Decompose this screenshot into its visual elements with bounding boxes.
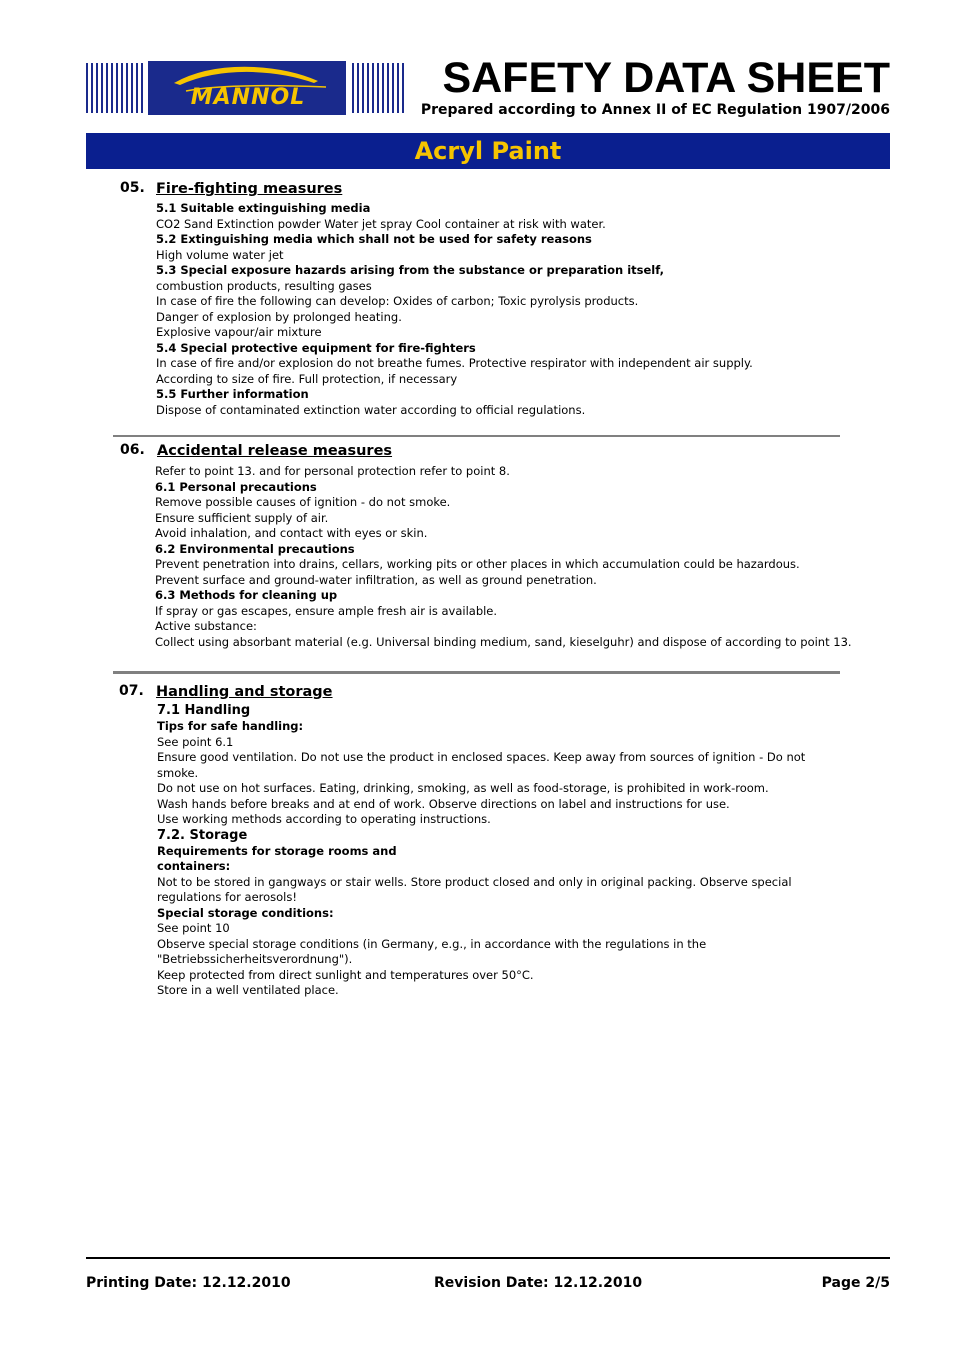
text-line: If spray or gas escapes, ensure ample fresh air is available.	[155, 603, 498, 618]
logo-wordmark: MANNOL	[190, 85, 306, 110]
section-title: Handling and storage	[156, 684, 333, 700]
text-line: According to size of fire. Full protection, if necessary	[156, 371, 458, 386]
subheading: 6.3 Methods for cleaning up	[155, 588, 338, 602]
section-number: 06.	[120, 442, 145, 458]
section-body	[157, 703, 805, 999]
text-line: Explosive vapour/air mixture	[156, 325, 322, 339]
text-line: Ensure sufficient supply of air.	[155, 510, 329, 525]
page-number: Page 2/5	[821, 1275, 890, 1291]
text-line: Keep protected from direct sunlight and temperatures over 50°C.	[157, 967, 534, 982]
text-line: "Betriebssicherheitsverordnung").	[157, 952, 353, 966]
text-line: smoke.	[157, 765, 199, 780]
subheading: 5.3 Special exposure hazards arising from the substance or preparation itself,	[156, 263, 664, 277]
section-number: 05.	[120, 180, 145, 196]
text-line: In case of fire the following can develop: Oxides of carbon; Toxic pyrolysis products.	[156, 294, 639, 308]
document-subtitle: Prepared according to Annex II of EC Regulation 1907/2006	[420, 102, 890, 118]
text-line: Dispose of contaminated extinction water according to official regulations.	[156, 402, 586, 417]
text-line: Ensure good ventilation. Do not use the product in enclosed spaces. Keep away from sources of ignition - Do not	[157, 750, 806, 764]
text-line: Not to be stored in gangways or stair wells. Store product closed and only in original packing. Observe special	[157, 874, 792, 889]
subheading: Requirements for storage rooms and	[157, 843, 397, 858]
product-banner	[86, 133, 890, 169]
text-line: In case of fire and/or explosion do not breathe fumes. Protective respirator with independent air supply.	[156, 356, 753, 370]
section-title: Accidental release measures	[157, 443, 393, 459]
document-title: SAFETY DATA SHEET	[442, 54, 890, 102]
subheading: Tips for safe handling:	[157, 719, 304, 733]
text-line: Remove possible causes of ignition - do not smoke.	[155, 495, 451, 509]
product-name: Acryl Paint	[414, 137, 562, 165]
text-line: Prevent penetration into drains, cellars, working pits or other places in which accumulation could be hazardous.	[155, 557, 800, 571]
text-line: See point 6.1	[157, 734, 234, 749]
text-line: combustion products, resulting gases	[156, 278, 372, 293]
text-line: Refer to point 13. and for personal protection refer to point 8.	[155, 464, 510, 478]
text-line: CO2 Sand Extinction powder Water jet spray Cool container at risk with water.	[156, 216, 606, 231]
text-line: Active substance:	[155, 619, 257, 633]
subheading: Special storage conditions:	[157, 905, 334, 920]
text-line: Store in a well ventilated place.	[157, 983, 339, 997]
text-line: Danger of explosion by prolonged heating.	[156, 309, 402, 324]
section-title: Fire-fighting measures	[156, 181, 343, 197]
section-body	[155, 464, 852, 650]
text-line: Collect using absorbant material (e.g. Universal binding medium, sand, kieselguhr) and dispose of according to point 13.	[155, 634, 852, 649]
footer-divider	[86, 1257, 890, 1259]
revision-date: Revision Date: 12.12.2010	[434, 1275, 643, 1291]
subheading: 7.2. Storage	[157, 827, 248, 843]
subheading: 6.2 Environmental precautions	[155, 541, 355, 556]
text-line: Wash hands before breaks and at end of work. Observe directions on label and instructions for use.	[157, 796, 730, 811]
subheading: containers:	[157, 859, 231, 873]
printing-date: Printing Date: 12.12.2010	[86, 1275, 291, 1291]
section-divider	[113, 435, 840, 437]
section-divider	[113, 671, 840, 674]
subheading: 5.1 Suitable extinguishing media	[156, 201, 371, 215]
text-line: See point 10	[157, 921, 230, 935]
subheading: 5.2 Extinguishing media which shall not be used for safety reasons	[156, 232, 592, 246]
text-line: Use working methods according to operating instructions.	[157, 812, 491, 826]
text-line: Do not use on hot surfaces. Eating, drinking, smoking, as well as food-storage, is prohibited in work-room.	[157, 781, 769, 795]
subheading: 5.5 Further information	[156, 387, 309, 401]
section-number: 07.	[119, 683, 144, 699]
text-line: Avoid inhalation, and contact with eyes or skin.	[155, 526, 428, 540]
text-line: High volume water jet	[156, 247, 284, 262]
subheading: 5.4 Special protective equipment for fire-fighters	[156, 340, 476, 355]
text-line: Prevent surface and ground-water infiltration, as well as ground penetration.	[155, 572, 597, 587]
text-line: regulations for aerosols!	[157, 890, 297, 904]
text-line: Observe special storage conditions (in Germany, e.g., in accordance with the regulations in the	[157, 936, 707, 951]
section-body	[156, 201, 753, 418]
subheading: 7.1 Handling	[157, 703, 251, 718]
subheading: 6.1 Personal precautions	[155, 479, 317, 494]
